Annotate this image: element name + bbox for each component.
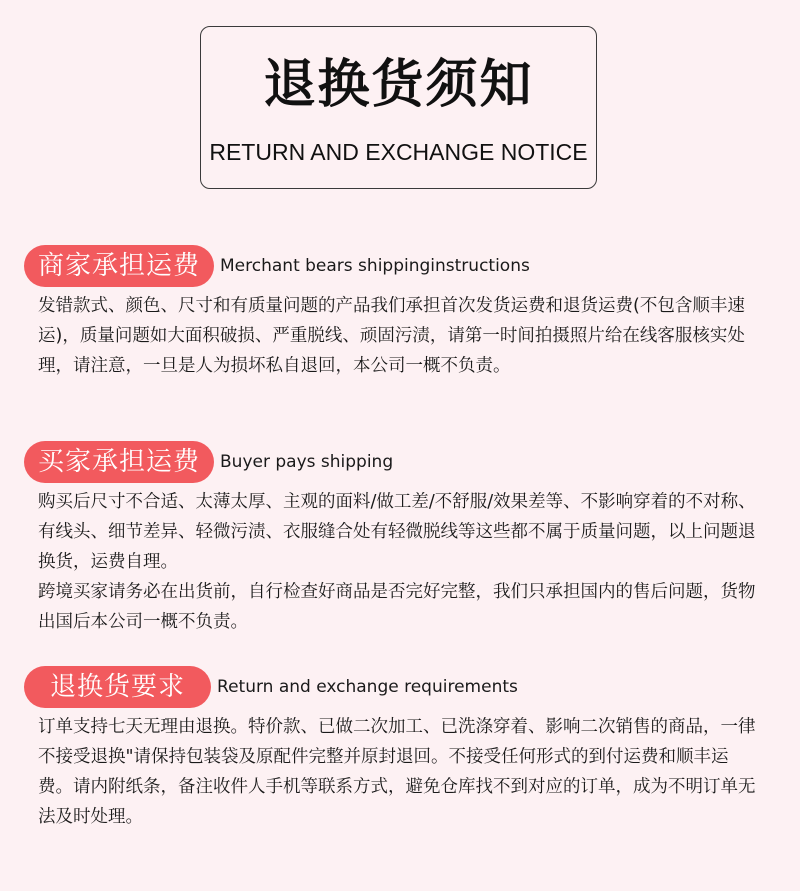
section-body: [38, 487, 758, 637]
section-header: [24, 441, 764, 483]
section-badge: 商家承担运费: [24, 245, 214, 287]
section-subtitle: Buyer pays shipping: [220, 452, 394, 472]
section-badge: 退换货要求: [24, 666, 211, 708]
section-subtitle: Return and exchange requirements: [217, 677, 518, 697]
section-buyer-shipping: [24, 441, 764, 637]
section-merchant-shipping: [24, 245, 764, 381]
paragraph: 订单支持七天无理由退换。特价款、已做二次加工、已洗涤穿着、影响二次销售的商品，一律不接受退换"请保持包装袋及原配件完整并原封退回。不接受任何形式的到付运费和顺丰运费。请内附纸条，备注收件人手机等联系方式，避免仓库找不到对应的订单，成为不明订单无法及时处理。: [38, 717, 756, 827]
paragraph: 购买后尺寸不合适、太薄太厚、主观的面料/做工差/不舒服/效果差等、不影响穿着的不对称、有线头、细节差异、轻微污渍、衣服缝合处有轻微脱线等这些都不属于质量问题，以上问题退换货，运费自理。: [38, 492, 756, 572]
section-header: [24, 245, 764, 287]
section-body: [38, 712, 758, 832]
page-title: 退换货须知: [263, 55, 534, 115]
page-title-english: RETURN AND EXCHANGE NOTICE: [209, 139, 588, 165]
section-badge: 买家承担运费: [24, 441, 214, 483]
section-header: [24, 666, 764, 708]
section-subtitle: Merchant bears shippinginstructions: [220, 256, 530, 276]
notice-title-box: [200, 26, 597, 189]
paragraph: 发错款式、颜色、尺寸和有质量问题的产品我们承担首次发货运费和退货运费(不包含顺丰速运)，质量问题如大面积破损、严重脱线、顽固污渍，请第一时间拍摄照片给在线客服核实处理，请注意，一旦是人为损坏私自退回，本公司一概不负责。: [38, 296, 745, 376]
section-body: [38, 291, 758, 381]
section-return-requirements: [24, 666, 764, 832]
paragraph: 跨境买家请务必在出货前，自行检查好商品是否完好完整，我们只承担国内的售后问题，货物出国后本公司一概不负责。: [38, 582, 756, 632]
